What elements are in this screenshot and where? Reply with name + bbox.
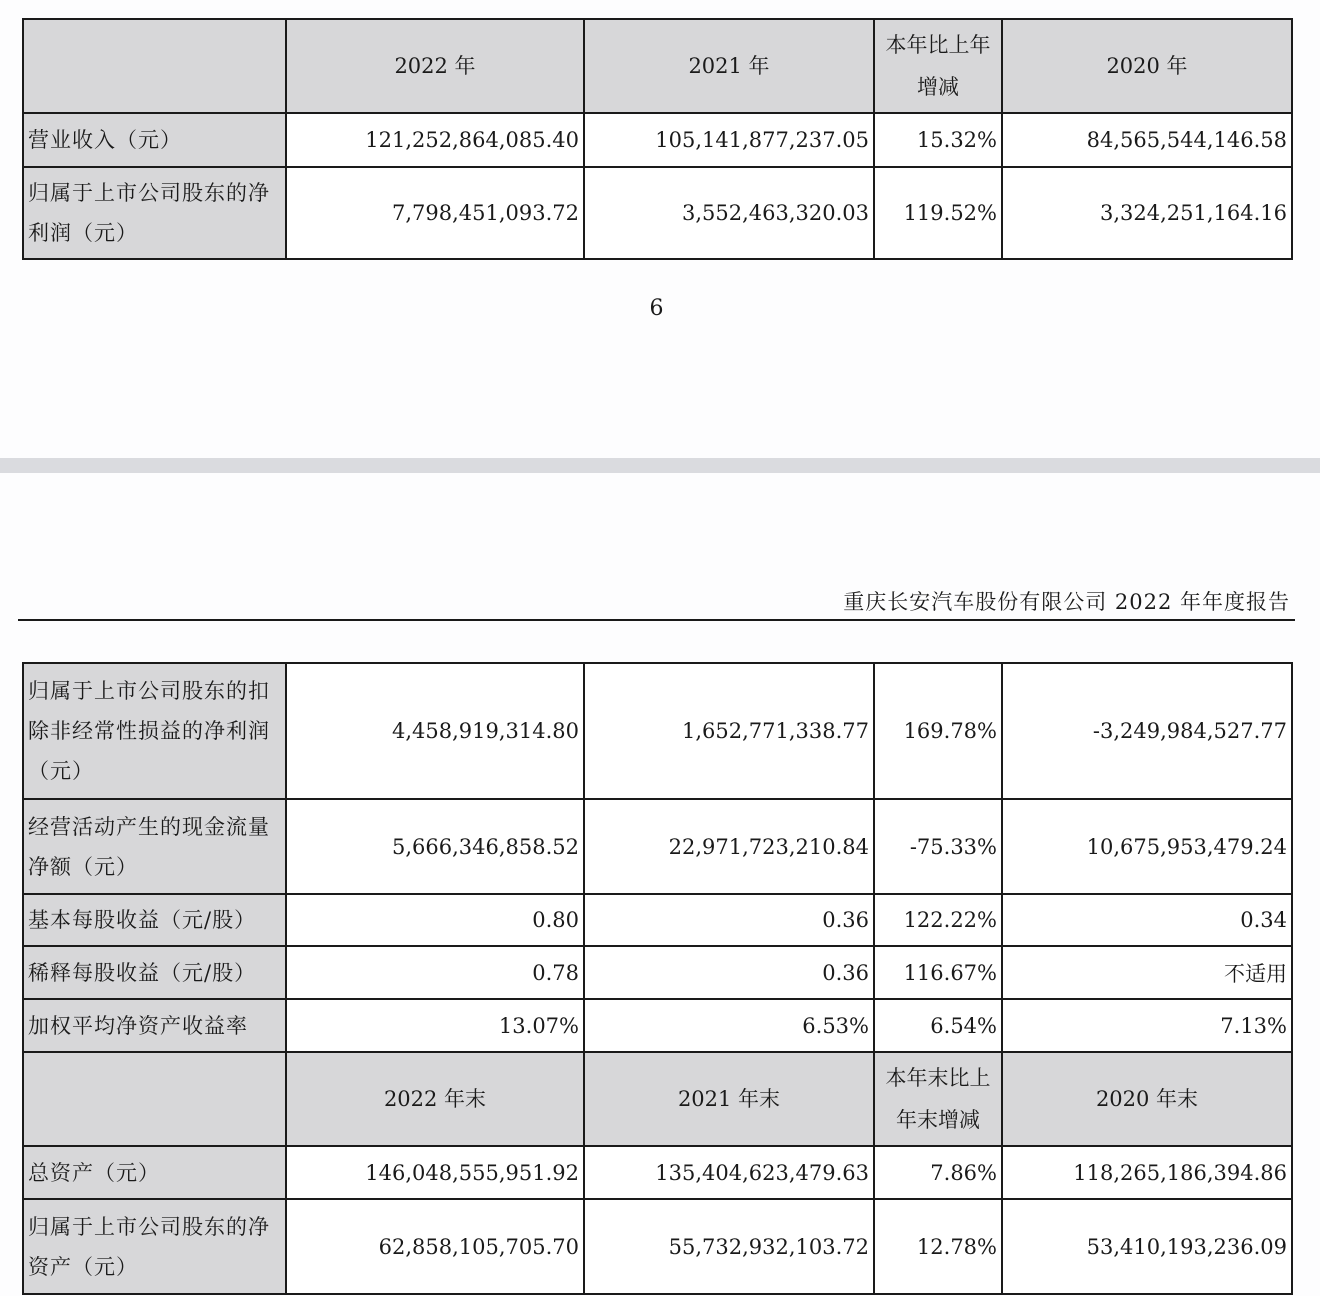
cell: 121,252,864,085.40	[286, 113, 584, 167]
page-separator	[0, 458, 1320, 473]
cell: 119.52%	[874, 167, 1002, 259]
header-cell: 本年末比上年末增减	[874, 1052, 1002, 1146]
cell: 13.07%	[286, 999, 584, 1052]
header-cell: 2020 年	[1002, 19, 1292, 113]
cell: 55,732,932,103.72	[584, 1199, 874, 1294]
row-label: 总资产（元）	[23, 1146, 286, 1199]
header-rule	[18, 619, 1295, 621]
header-cell: 2022 年末	[286, 1052, 584, 1146]
cell: 10,675,953,479.24	[1002, 799, 1292, 894]
cell: 不适用	[1002, 946, 1292, 999]
table-row	[23, 999, 1292, 1052]
header-cell: 2020 年末	[1002, 1052, 1292, 1146]
row-label: 稀释每股收益（元/股）	[23, 946, 286, 999]
cell: 105,141,877,237.05	[584, 113, 874, 167]
cell: -3,249,984,527.77	[1002, 663, 1292, 799]
financial-table-1	[22, 18, 1293, 260]
cell: 0.78	[286, 946, 584, 999]
row-label: 营业收入（元）	[23, 113, 286, 167]
cell: 135,404,623,479.63	[584, 1146, 874, 1199]
row-label: 归属于上市公司股东的净资产（元）	[23, 1199, 286, 1294]
row-label: 加权平均净资产收益率	[23, 999, 286, 1052]
cell: 4,458,919,314.80	[286, 663, 584, 799]
cell: 0.80	[286, 894, 584, 946]
table-row	[23, 946, 1292, 999]
cell: 0.34	[1002, 894, 1292, 946]
cell: 116.67%	[874, 946, 1002, 999]
cell: 84,565,544,146.58	[1002, 113, 1292, 167]
cell: 122.22%	[874, 894, 1002, 946]
cell: 12.78%	[874, 1199, 1002, 1294]
row-label: 经营活动产生的现金流量净额（元）	[23, 799, 286, 894]
header-cell	[23, 19, 286, 113]
table-header-row	[23, 1052, 1292, 1146]
cell: 15.32%	[874, 113, 1002, 167]
table-header-row	[23, 19, 1292, 113]
cell: 7,798,451,093.72	[286, 167, 584, 259]
cell: 0.36	[584, 894, 874, 946]
cell: 6.54%	[874, 999, 1002, 1052]
table-row	[23, 113, 1292, 167]
cell: 7.13%	[1002, 999, 1292, 1052]
row-label: 基本每股收益（元/股）	[23, 894, 286, 946]
cell: 146,048,555,951.92	[286, 1146, 584, 1199]
cell: 0.36	[584, 946, 874, 999]
table-row	[23, 799, 1292, 894]
running-header: 重庆长安汽车股份有限公司 2022 年年度报告	[843, 590, 1290, 614]
row-label: 归属于上市公司股东的扣除非经常性损益的净利润（元）	[23, 663, 286, 799]
header-cell: 2021 年末	[584, 1052, 874, 1146]
table-row	[23, 167, 1292, 259]
table-row	[23, 894, 1292, 946]
page-number: 6	[649, 296, 664, 321]
row-label: 归属于上市公司股东的净利润（元）	[23, 167, 286, 259]
cell: 7.86%	[874, 1146, 1002, 1199]
cell: 6.53%	[584, 999, 874, 1052]
header-cell: 2021 年	[584, 19, 874, 113]
cell: 1,652,771,338.77	[584, 663, 874, 799]
cell: -75.33%	[874, 799, 1002, 894]
table-row	[23, 663, 1292, 799]
table-row	[23, 1199, 1292, 1294]
cell: 5,666,346,858.52	[286, 799, 584, 894]
cell: 118,265,186,394.86	[1002, 1146, 1292, 1199]
table-row	[23, 1146, 1292, 1199]
header-cell: 2022 年	[286, 19, 584, 113]
cell: 3,552,463,320.03	[584, 167, 874, 259]
cell: 3,324,251,164.16	[1002, 167, 1292, 259]
cell: 169.78%	[874, 663, 1002, 799]
cell: 62,858,105,705.70	[286, 1199, 584, 1294]
header-cell	[23, 1052, 286, 1146]
cell: 53,410,193,236.09	[1002, 1199, 1292, 1294]
header-cell: 本年比上年增减	[874, 19, 1002, 113]
cell: 22,971,723,210.84	[584, 799, 874, 894]
financial-table-2	[22, 662, 1293, 1295]
